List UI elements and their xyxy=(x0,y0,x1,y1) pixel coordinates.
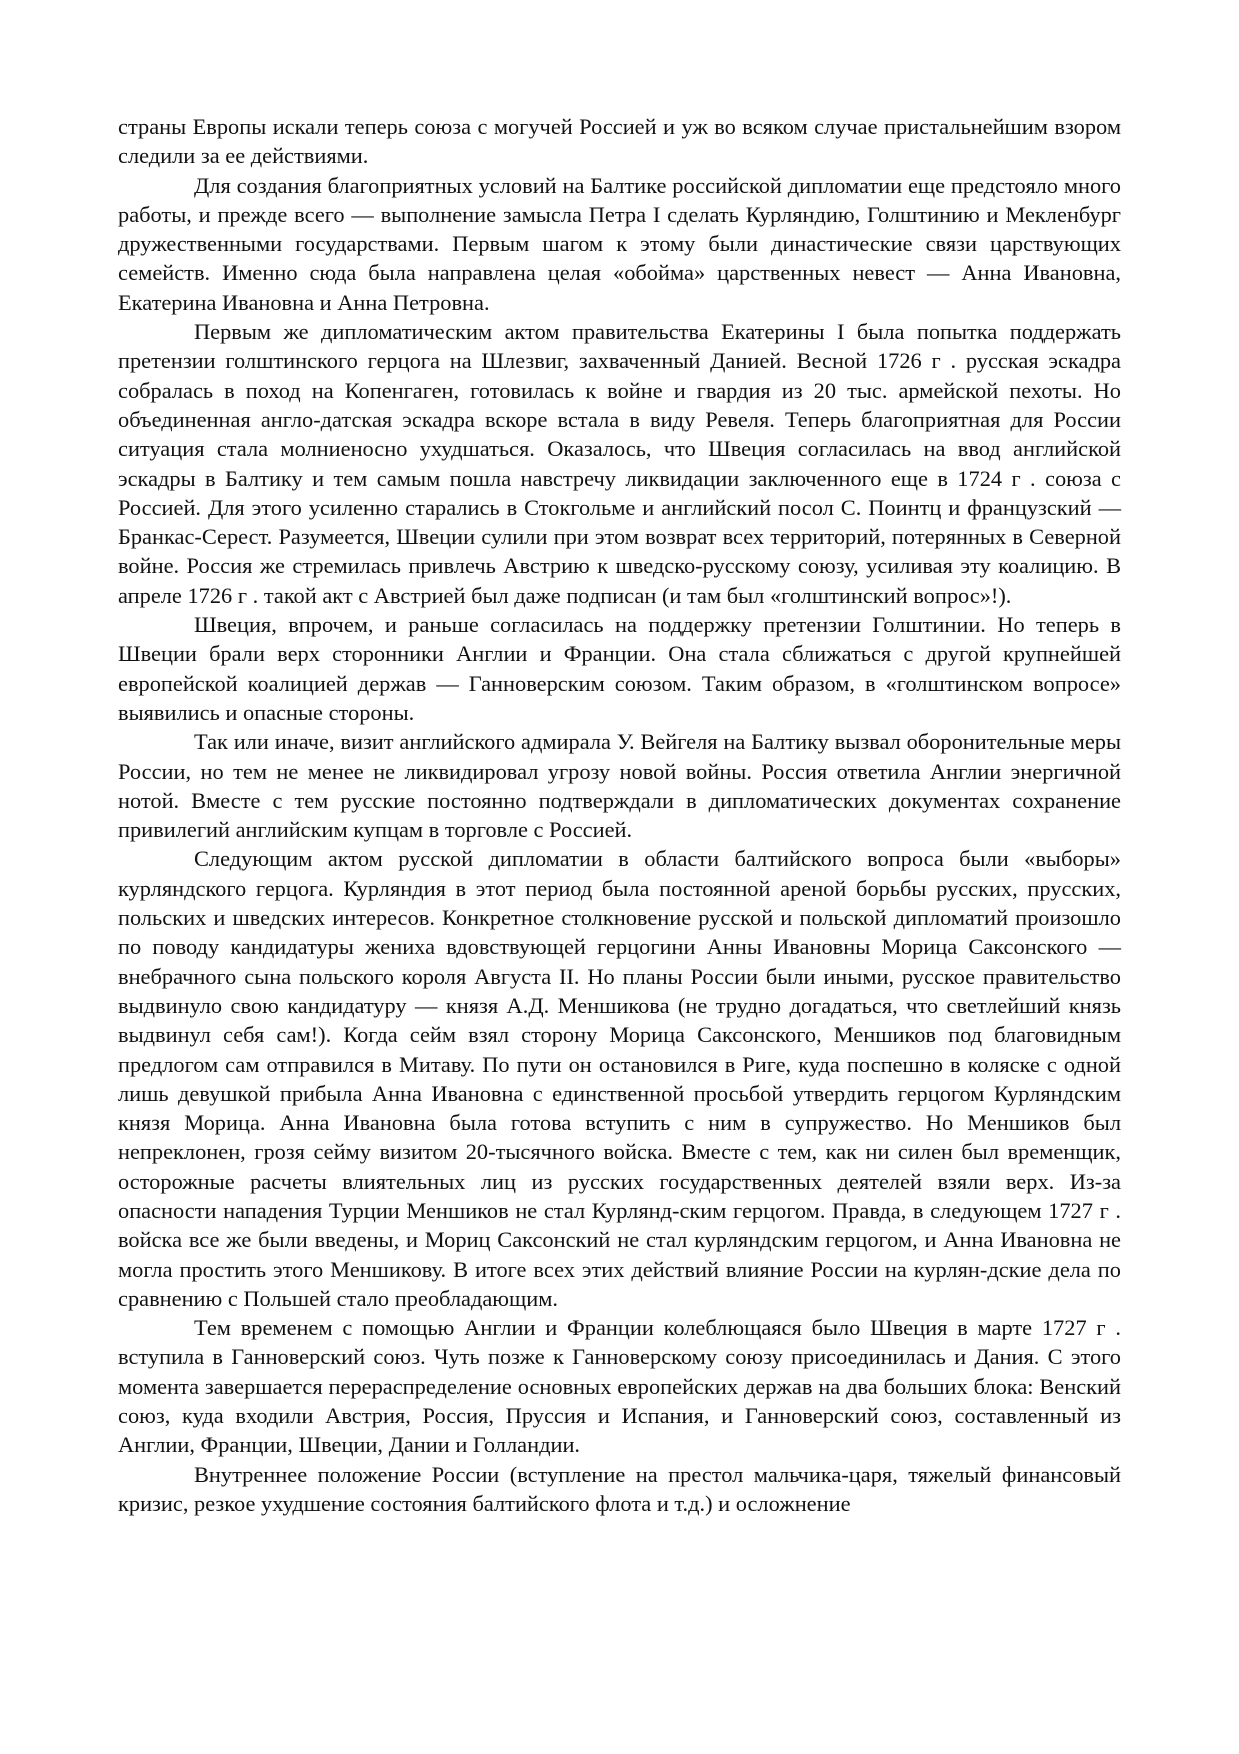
paragraph: Для создания благоприятных условий на Балтике российской дипломатии еще предстояло много работы, и прежде всего — выполнение замысла Петра I сделать Курляндию, Голштинию и Мекленбург дружественными государствами. Первым шагом к этому были династические связи царствующих семейств. Именно сюда была направлена целая «обойма» царственных невест — Анна Ивановна, Екатерина Ивановна и Анна Петровна. xyxy=(118,172,1121,315)
paragraph: Так или иначе, визит английского адмирала У. Вейгеля на Балтику вызвал оборонительные меры России, но тем не менее не ликвидировал угрозу новой войны. Россия ответила Англии энергичной нотой. Вместе с тем русские постоянно подтверждали в дипломатических документах сохранение привилегий английским купцам в торговле с Россией. xyxy=(118,729,1121,843)
paragraph: страны Европы искали теперь союза с могучей Россией и уж во всяком случае пристальнейшим взором следили за ее действиями. xyxy=(118,114,1121,169)
paragraph: Швеция, впрочем, и раньше согласилась на поддержку претензии Голштинии. Но теперь в Швеции брали верх сторонники Англии и Франции. Она стала сближаться с другой крупнейшей европейской коалицией держав — Ганноверским союзом. Таким образом, в «голштинском вопросе» выявились и опасные стороны. xyxy=(118,612,1121,725)
paragraph: Тем временем с помощью Англии и Франции колеблющаяся было Швеция в марте 1727 г . вступила в Ганноверский союз. Чуть позже к Ганноверскому союзу присоединилась и Дания. С этого момента завершается перераспределение основных европейских держав на два больших блока: Венский союз, куда входили Австрия, Россия, Пруссия и Испания, и Ганноверский союз, составленный из Англии, Франции, Швеции, Дании и Голландии. xyxy=(118,1315,1121,1458)
body-text xyxy=(118,112,1121,1518)
paragraph: Следующим актом русской дипломатии в области балтийского вопроса были «выборы» курляндского герцога. Курляндия в этот период была постоянной ареной борьбы русских, прусских, польских и шведских интересов. Конкретное столкновение русской и польской дипломатий произошло по поводу кандидатуры жениха вдовствующей герцогини Анны Ивановны Морица Саксонского — внебрачного сына польского короля Августа II. Но планы России были иными, русское правительство выдвинуло свою кандидатуру — князя А.Д. Меншикова (не трудно догадаться, что светлейший князь выдвинул себя сам!). Когда сейм взял сторону Морица Саксонского, Меншиков под благовидным предлогом сам отправился в Митаву. По пути он остановился в Риге, куда поспешно в коляске с одной лишь девушкой прибыла Анна Ивановна с единственной просьбой утвердить герцогом Курляндским князя Морица. Анна Ивановна была готова вступить с ним в супружество. Но Меншиков был непреклонен, грозя сейму визитом 20-тысячного войска. Вместе с тем, как ни силен был временщик, осторожные расчеты влиятельных лиц из русских государственных деятелей взяли верх. Из-за опасности нападения Турции Меншиков не стал Курлянд-ским герцогом. Правда, в следующем 1727 г . войска все же были введены, и Мориц Саксонский не стал курляндским герцогом, и Анна Ивановна не могла простить этого Меншикову. В итоге всех этих действий влияние России на курлян-дские дела по сравнению с Польшей стало преобладающим. xyxy=(118,846,1121,1311)
paragraph: Внутреннее положение России (вступление на престол мальчика-царя, тяжелый финансовый кризис, резкое ухудшение состояния балтийского флота и т.д.) и осложнение xyxy=(118,1461,1121,1516)
paragraph: Первым же дипломатическим актом правительства Екатерины I была попытка поддержать претензии голштинского герцога на Шлезвиг, захваченный Данией. Весной 1726 г . русская эскадра собралась в поход на Копенгаген, готовилась к войне и гвардия из 20 тыс. армейской пехоты. Но объединенная англо-датская эскадра вскоре встала в виду Ревеля. Теперь благоприятная для России ситуация стала молниеносно ухудшаться. Оказалось, что Швеция согласилась на ввод английской эскадры в Балтику и тем самым пошла навстречу ликвидации заключенного еще в 1724 г . союза с Россией. Для этого усиленно старались в Стокгольме и английский посол С. Поинтц и французский — Бранкас-Серест. Разумеется, Швеции сулили при этом возврат всех территорий, потерянных в Северной войне. Россия же стремилась привлечь Австрию к шведско-русскому союзу, усиливая эту коалицию. В апреле 1726 г . такой акт с Австрией был даже подписан (и там был «голштинский вопрос»!). xyxy=(118,319,1121,608)
